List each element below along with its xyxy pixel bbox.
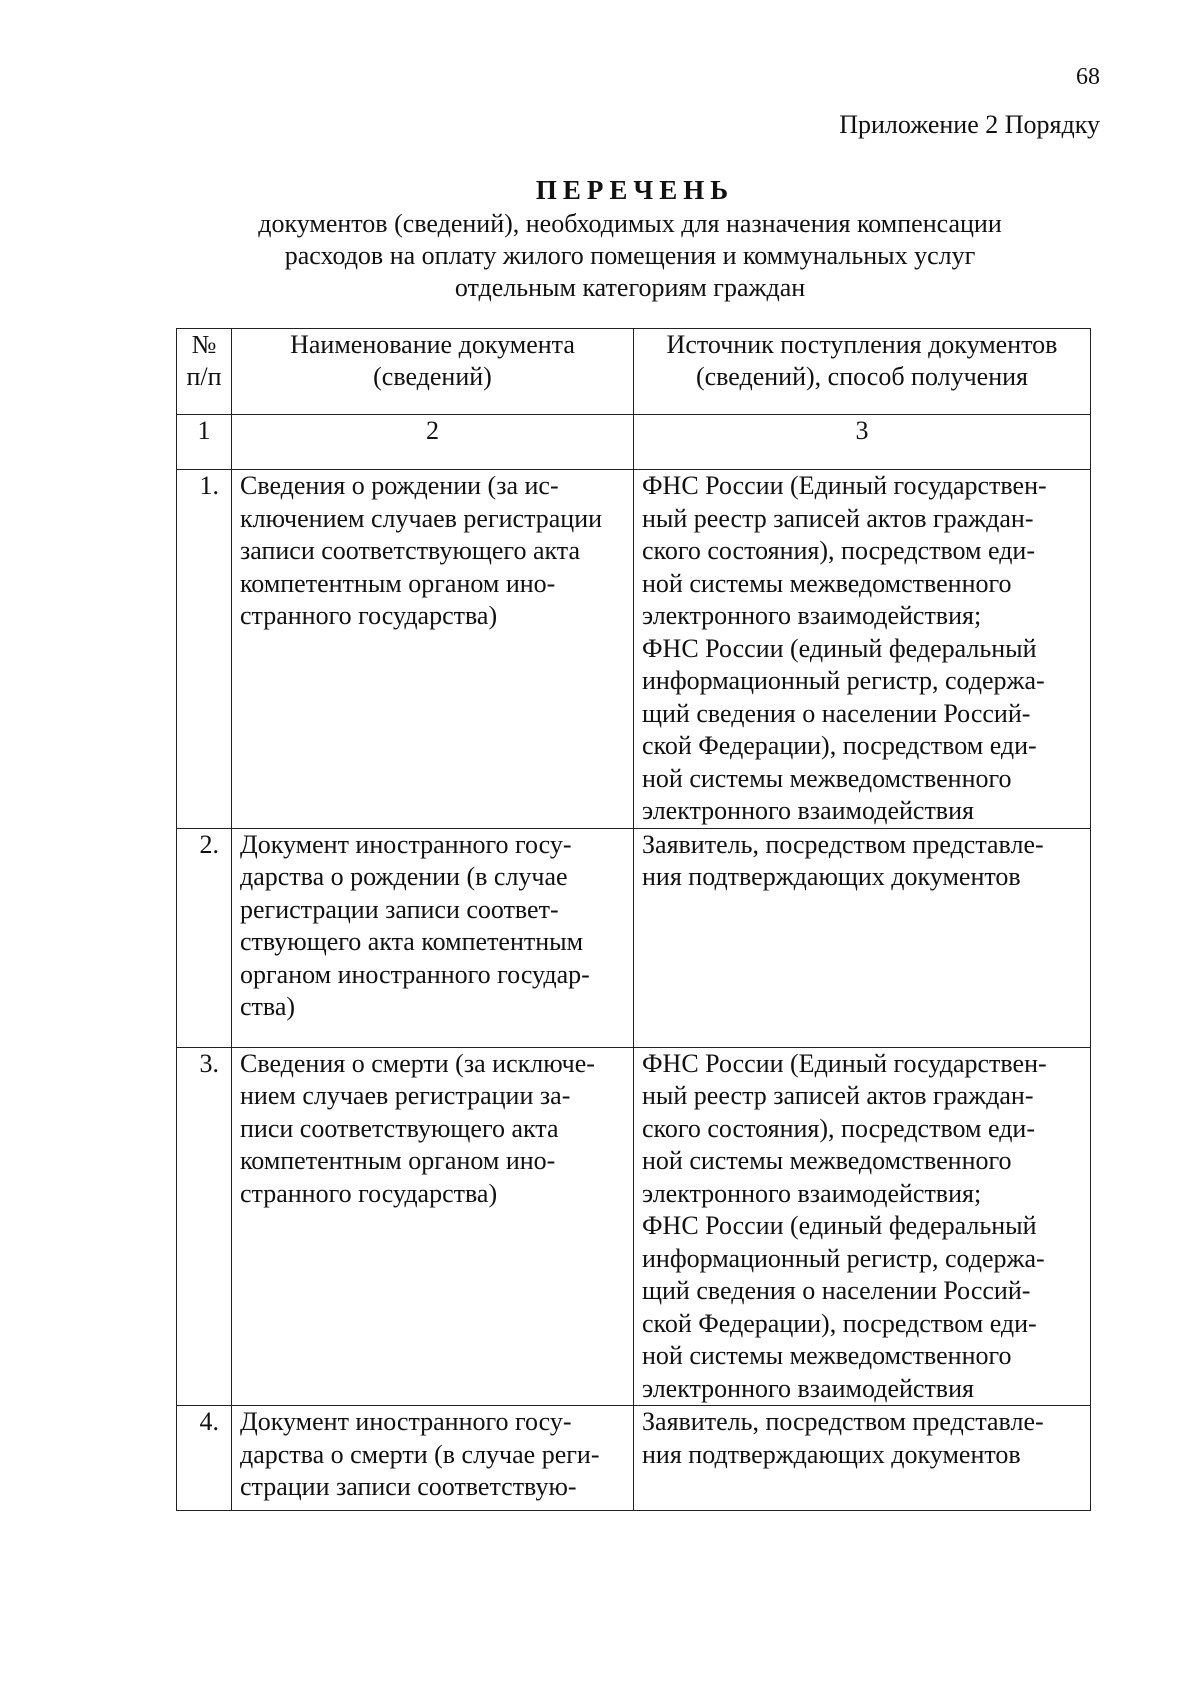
subtitle-line: расходов на оплату жилого помещения и коммунальных услуг bbox=[284, 241, 976, 270]
documents-table bbox=[176, 328, 1091, 1511]
column-number: 1 bbox=[177, 415, 232, 470]
table-row bbox=[177, 1406, 1091, 1511]
column-number-row bbox=[177, 415, 1091, 470]
subtitle-line: отдельным категориям граждан bbox=[454, 273, 806, 302]
subtitle-line: документов (сведений), необходимых для назначения компенсации bbox=[258, 209, 1002, 238]
header-number: № п/п bbox=[177, 329, 232, 415]
appendix-reference: Приложение 2 Порядку bbox=[839, 110, 1100, 139]
document-source: Заявитель, посредством представле- ния подтверждающих документов bbox=[634, 828, 1091, 1047]
column-number: 3 bbox=[634, 415, 1091, 470]
document-name: Документ иностранного госу- дарства о рождении (в случае регистрации записи соответ- ствующего акта компетентным органом иностранного государ- ства) bbox=[232, 828, 634, 1047]
document-source: ФНС России (Единый государствен- ный реестр записей актов граждан- ского состояния), посредством еди- ной системы межведомственного электронного взаимодействия; ФНС России (единый федеральный информационный регистр, содержа- щий сведения о населении Россий- ской Федерации), посредством еди- ной системы межведомственного электронного взаимодействия bbox=[634, 470, 1091, 829]
row-number: 1. bbox=[177, 470, 232, 829]
header-document-name: Наименование документа (сведений) bbox=[232, 329, 634, 415]
table-header-row bbox=[177, 329, 1091, 415]
row-number: 4. bbox=[177, 1406, 232, 1511]
table-row bbox=[177, 1047, 1091, 1406]
document-title: ПЕРЕЧЕНЬ bbox=[535, 175, 735, 205]
document-name: Сведения о смерти (за исключе- нием случаев регистрации за- писи соответствующего акта компетентным органом ино- странного государства) bbox=[232, 1047, 634, 1406]
table-row bbox=[177, 470, 1091, 829]
row-number: 3. bbox=[177, 1047, 232, 1406]
table-row bbox=[177, 828, 1091, 1047]
document-name: Документ иностранного госу- дарства о смерти (в случае реги- страции записи соответствую- bbox=[232, 1406, 634, 1511]
row-number: 2. bbox=[177, 828, 232, 1047]
document-source: ФНС России (Единый государствен- ный реестр записей актов граждан- ского состояния), посредством еди- ной системы межведомственного электронного взаимодействия; ФНС России (единый федеральный информационный регистр, содержа- щий сведения о населении Россий- ской Федерации), посредством еди- ной системы межведомственного электронного взаимодействия bbox=[634, 1047, 1091, 1406]
page-number: 68 bbox=[1076, 64, 1100, 90]
column-number: 2 bbox=[232, 415, 634, 470]
header-source: Источник поступления документов (сведений), способ получения bbox=[634, 329, 1091, 415]
document-subtitle bbox=[180, 208, 1080, 304]
document-name: Сведения о рождении (за ис- ключением случаев регистрации записи соответствующего акта компетентным органом ино- странного государства) bbox=[232, 470, 634, 829]
document-source: Заявитель, посредством представле- ния подтверждающих документов bbox=[634, 1406, 1091, 1511]
